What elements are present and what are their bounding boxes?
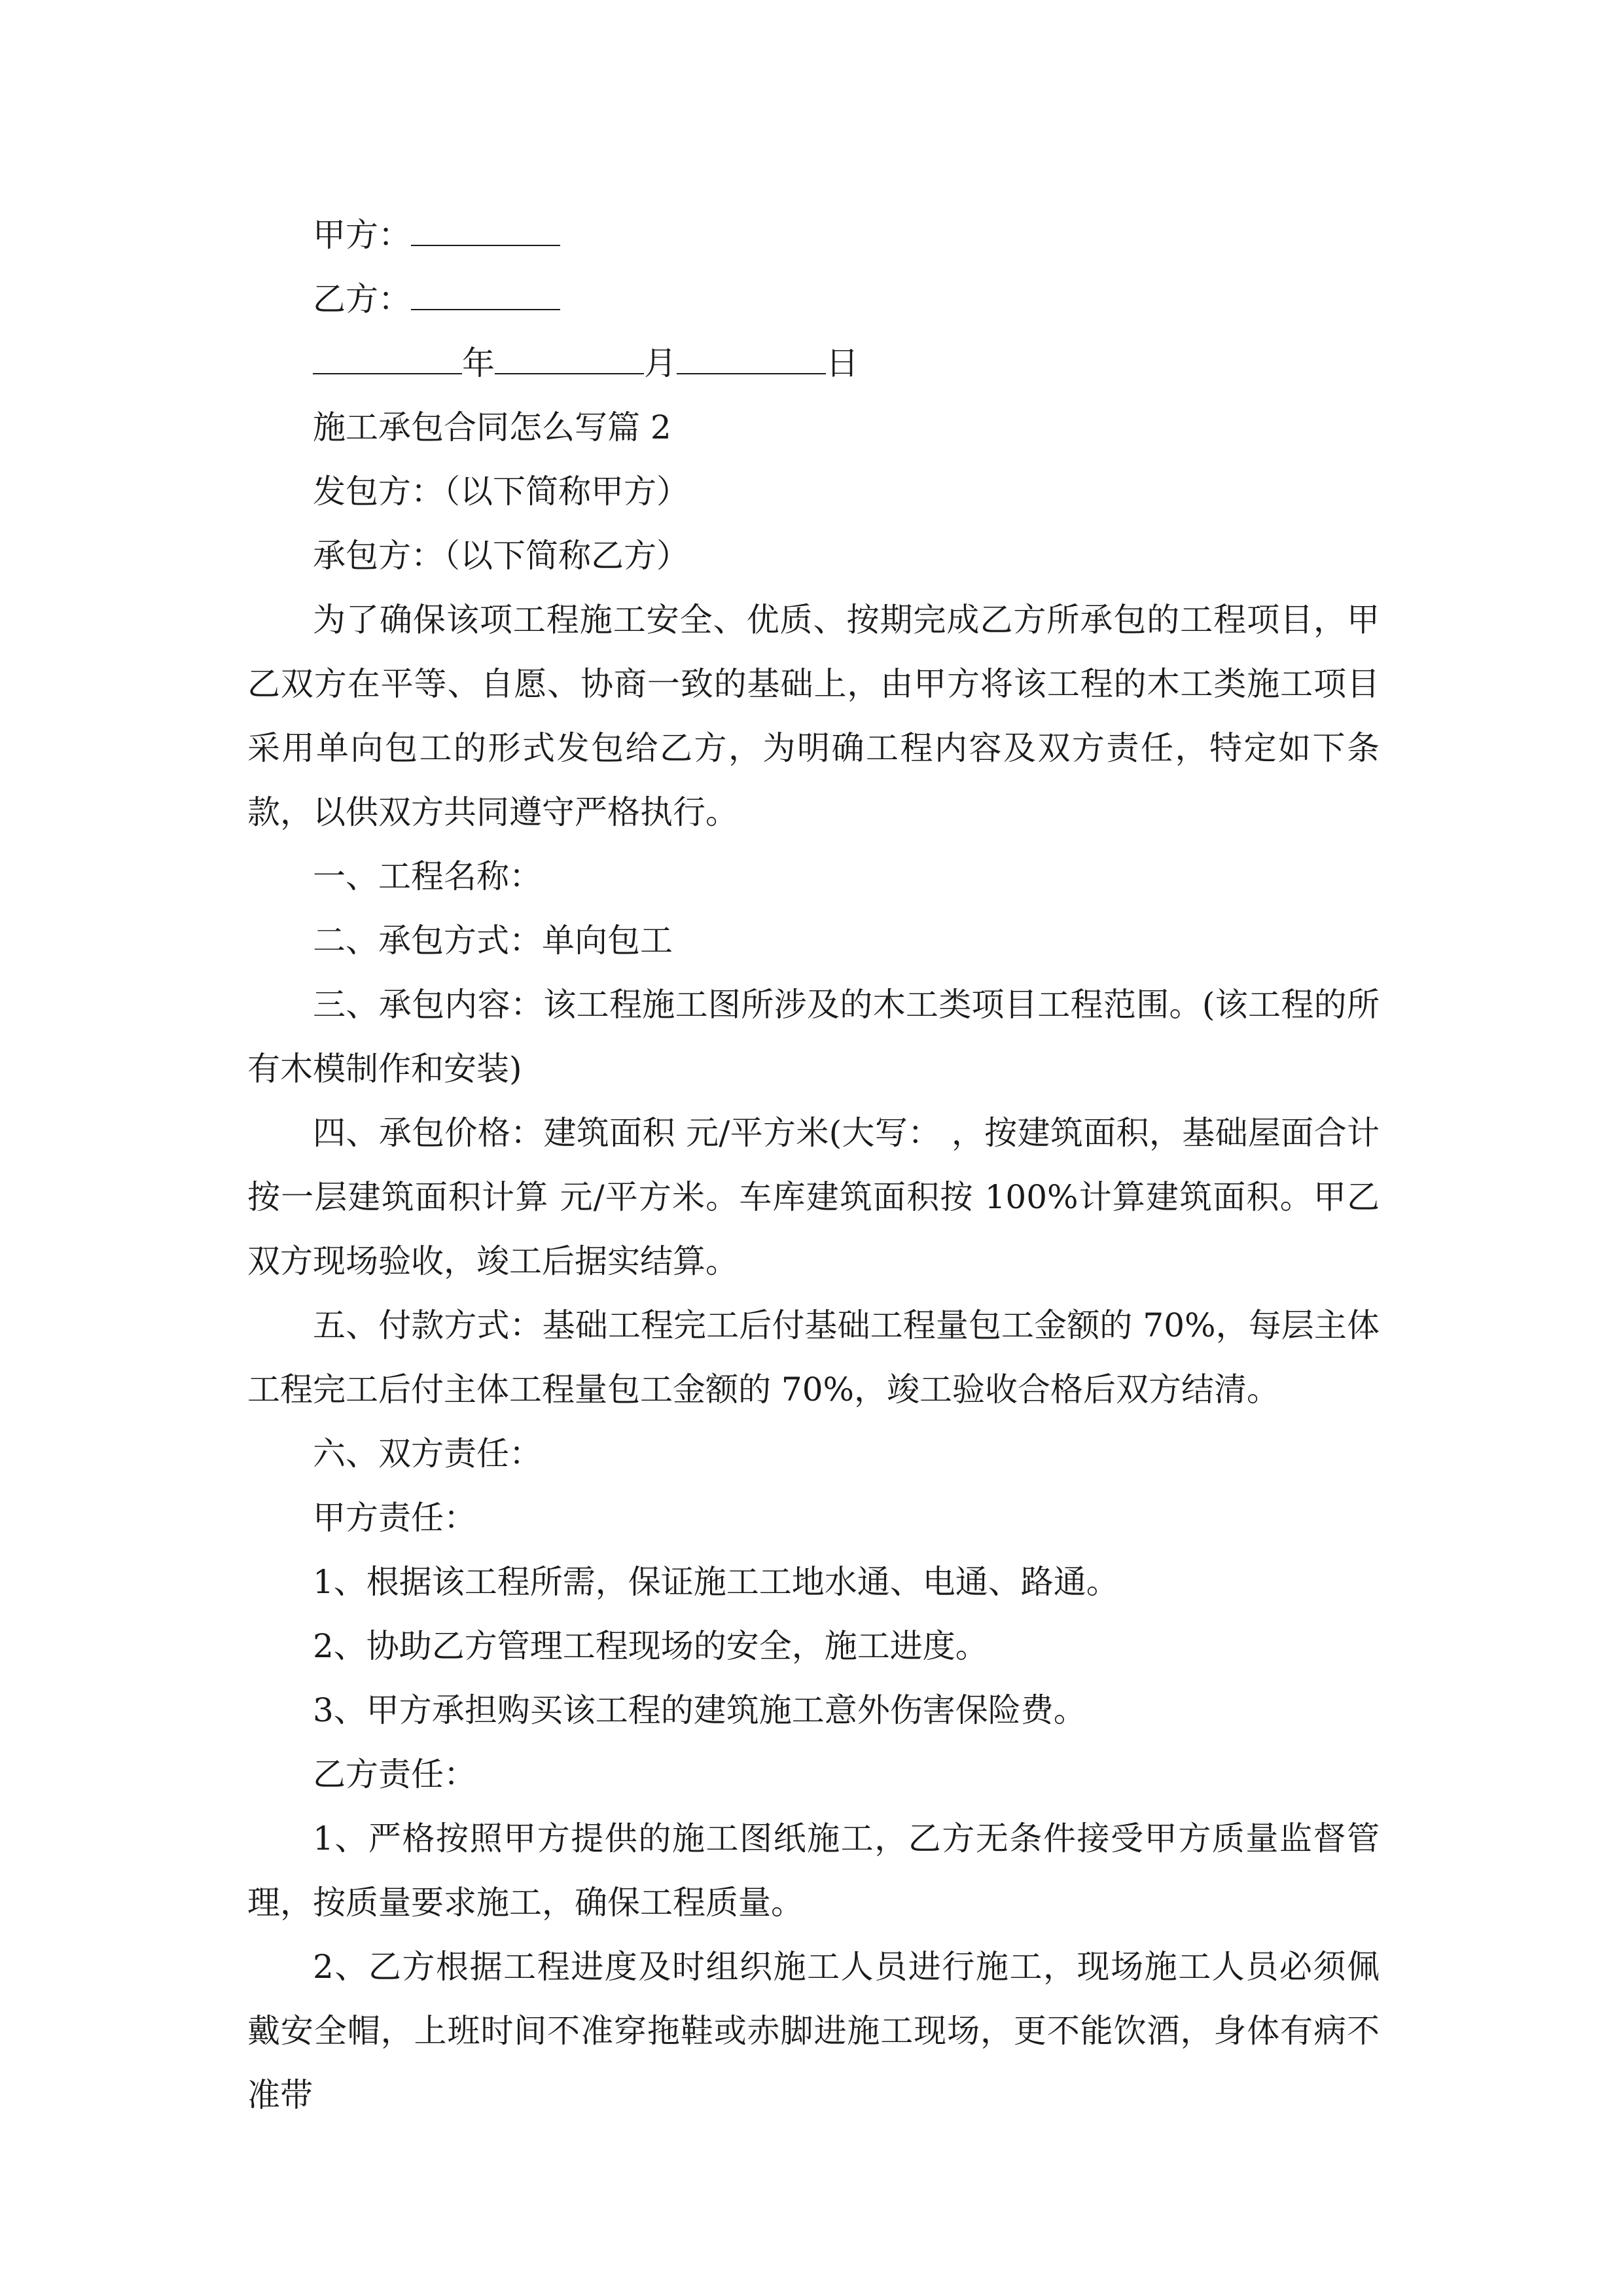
contractor-line: 承包方：（以下简称乙方） <box>313 537 689 575</box>
intro-paragraph: 为了确保该项工程施工安全、优质、按期完成乙方所承包的工程项目，甲乙双方在平等、自愿、协商一致的基础上，由甲方将该工程的木工类施工项目采用单向包工的形式发包给乙方，为明确工程内容及双方责任，特定如下条款，以供双方共同遵守严格执行。 <box>247 601 1380 831</box>
party-b-signature-line <box>247 267 1380 331</box>
party-b-blank <box>411 272 560 310</box>
document-content <box>247 203 1380 2127</box>
party-b-label: 乙方： <box>313 280 411 318</box>
clause-contract-method: 二、承包方式：单向包工 <box>313 922 673 960</box>
party-b-resp-item: 2、乙方根据工程进度及时组织施工人员进行施工，现场施工人员必须佩戴安全帽，上班时间不准穿拖鞋或赤脚进施工现场，更不能饮酒，身体有病不准带 <box>247 1948 1380 2114</box>
party-b-resp-item: 1、严格按照甲方提供的施工图纸施工，乙方无条件接受甲方质量监督管理，按质量要求施工，确保工程质量。 <box>247 1820 1380 1922</box>
party-a-label: 甲方： <box>313 216 411 254</box>
day-label: 日 <box>826 344 859 382</box>
party-b-responsibilities-title: 乙方责任： <box>313 1755 476 1793</box>
party-a-signature-line <box>247 203 1380 267</box>
clause-payment-method: 五、付款方式：基础工程完工后付基础工程量包工金额的 70%，每层主体工程完工后付主体工程量包工金额的 70%，竣工验收合格后双方结清。 <box>247 1306 1380 1408</box>
clause-responsibilities: 六、双方责任： <box>313 1435 542 1473</box>
party-a-resp-item: 3、甲方承担购买该工程的建筑施工意外伤害保险费。 <box>313 1691 1086 1729</box>
document-title: 施工承包合同怎么写篇 2 <box>313 408 671 446</box>
party-a-blank <box>411 208 560 246</box>
clause-contract-price: 四、承包价格：建筑面积 元/平方米(大写： ，按建筑面积，基础屋面合计按一层建筑面积计算 元/平方米。车库建筑面积按 100%计算建筑面积。甲乙双方现场验收，竣工后据实结算。 <box>247 1114 1380 1280</box>
party-a-responsibilities-title: 甲方责任： <box>313 1499 476 1537</box>
day-blank <box>677 336 826 374</box>
party-a-resp-item: 1、根据该工程所需，保证施工工地水通、电通、路通。 <box>313 1563 1119 1601</box>
month-blank <box>495 336 644 374</box>
employer-line: 发包方：（以下简称甲方） <box>313 473 689 511</box>
month-label: 月 <box>644 344 677 382</box>
date-line <box>247 331 1380 395</box>
party-a-resp-item: 2、协助乙方管理工程现场的安全，施工进度。 <box>313 1627 988 1665</box>
year-blank <box>313 336 462 374</box>
clause-contract-scope: 三、承包内容：该工程施工图所涉及的木工类项目工程范围。(该工程的所有木模制作和安装) <box>247 986 1380 1088</box>
year-label: 年 <box>462 344 495 382</box>
clause-project-name: 一、工程名称： <box>313 857 542 895</box>
